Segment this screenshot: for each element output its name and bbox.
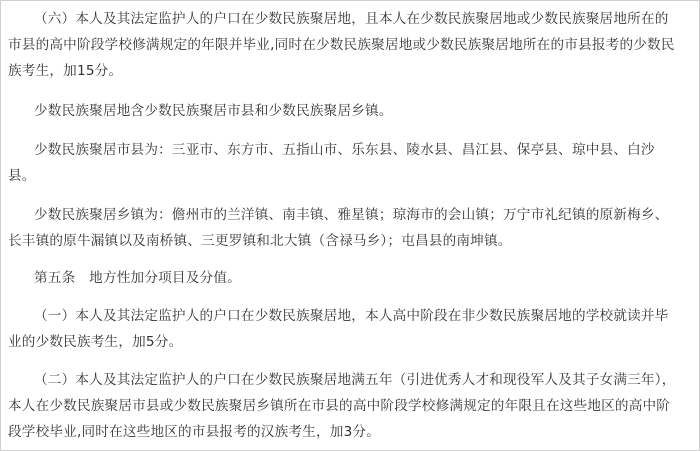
text-line: （二）本人及其法定监护人的户口在少数民族聚居地满五年（引进优秀人才和现役军人及其子女满三年）， xyxy=(34,372,676,388)
text-line: （一）本人及其法定监护人的户口在少数民族聚居地，本人高中阶段在非少数民族聚居地的学校就读并毕 xyxy=(34,308,669,324)
paragraph-minority-counties xyxy=(8,137,694,189)
text-line: 族考生，加15分。 xyxy=(8,63,123,79)
text-line: （六）本人及其法定监护人的户口在少数民族聚居地，且本人在少数民族聚居地或少数民族聚居地所在的 xyxy=(34,11,669,27)
paragraph-minority-towns xyxy=(8,202,694,254)
text-line: 少数民族聚居乡镇为：儋州市的兰洋镇、南丰镇、雅星镇；琼海市的会山镇；万宁市礼纪镇的原新梅乡、 xyxy=(34,207,669,223)
paragraph-minority-region-definition xyxy=(8,98,694,124)
paragraph-local-bonus-one xyxy=(8,303,694,355)
text-line: 业的少数民族考生，加5分。 xyxy=(8,334,183,350)
text-line: 第五条 地方性加分项目及分值。 xyxy=(34,270,241,286)
text-line: 少数民族聚居市县为：三亚市、东方市、五指山市、乐东县、陵水县、昌江县、保亭县、琼中县、白沙 xyxy=(34,142,655,158)
text-line: 段学校毕业,同时在这些地区的市县报考的汉族考生，加3分。 xyxy=(8,424,381,440)
text-line: 少数民族聚居地含少数民族聚居市县和少数民族聚居乡镇。 xyxy=(34,103,393,119)
paragraph-local-bonus-two xyxy=(8,367,694,445)
text-line: 县。 xyxy=(8,168,36,184)
paragraph-minority-region-bonus xyxy=(8,6,694,84)
text-line: 市县的高中阶段学校修满规定的年限并毕业,同时在少数民族聚居地或少数民族聚居地所在的市县报考的少数民 xyxy=(8,37,675,53)
article-five-heading xyxy=(8,265,694,291)
text-line: 长丰镇的原牛漏镇以及南桥镇、三更罗镇和北大镇（含禄马乡）；屯昌县的南坤镇。 xyxy=(8,233,512,249)
text-line: 本人在少数民族聚居市县或少数民族聚居乡镇所在市县的高中阶段学校修满规定的年限且在这些地区的高中阶 xyxy=(8,398,671,414)
